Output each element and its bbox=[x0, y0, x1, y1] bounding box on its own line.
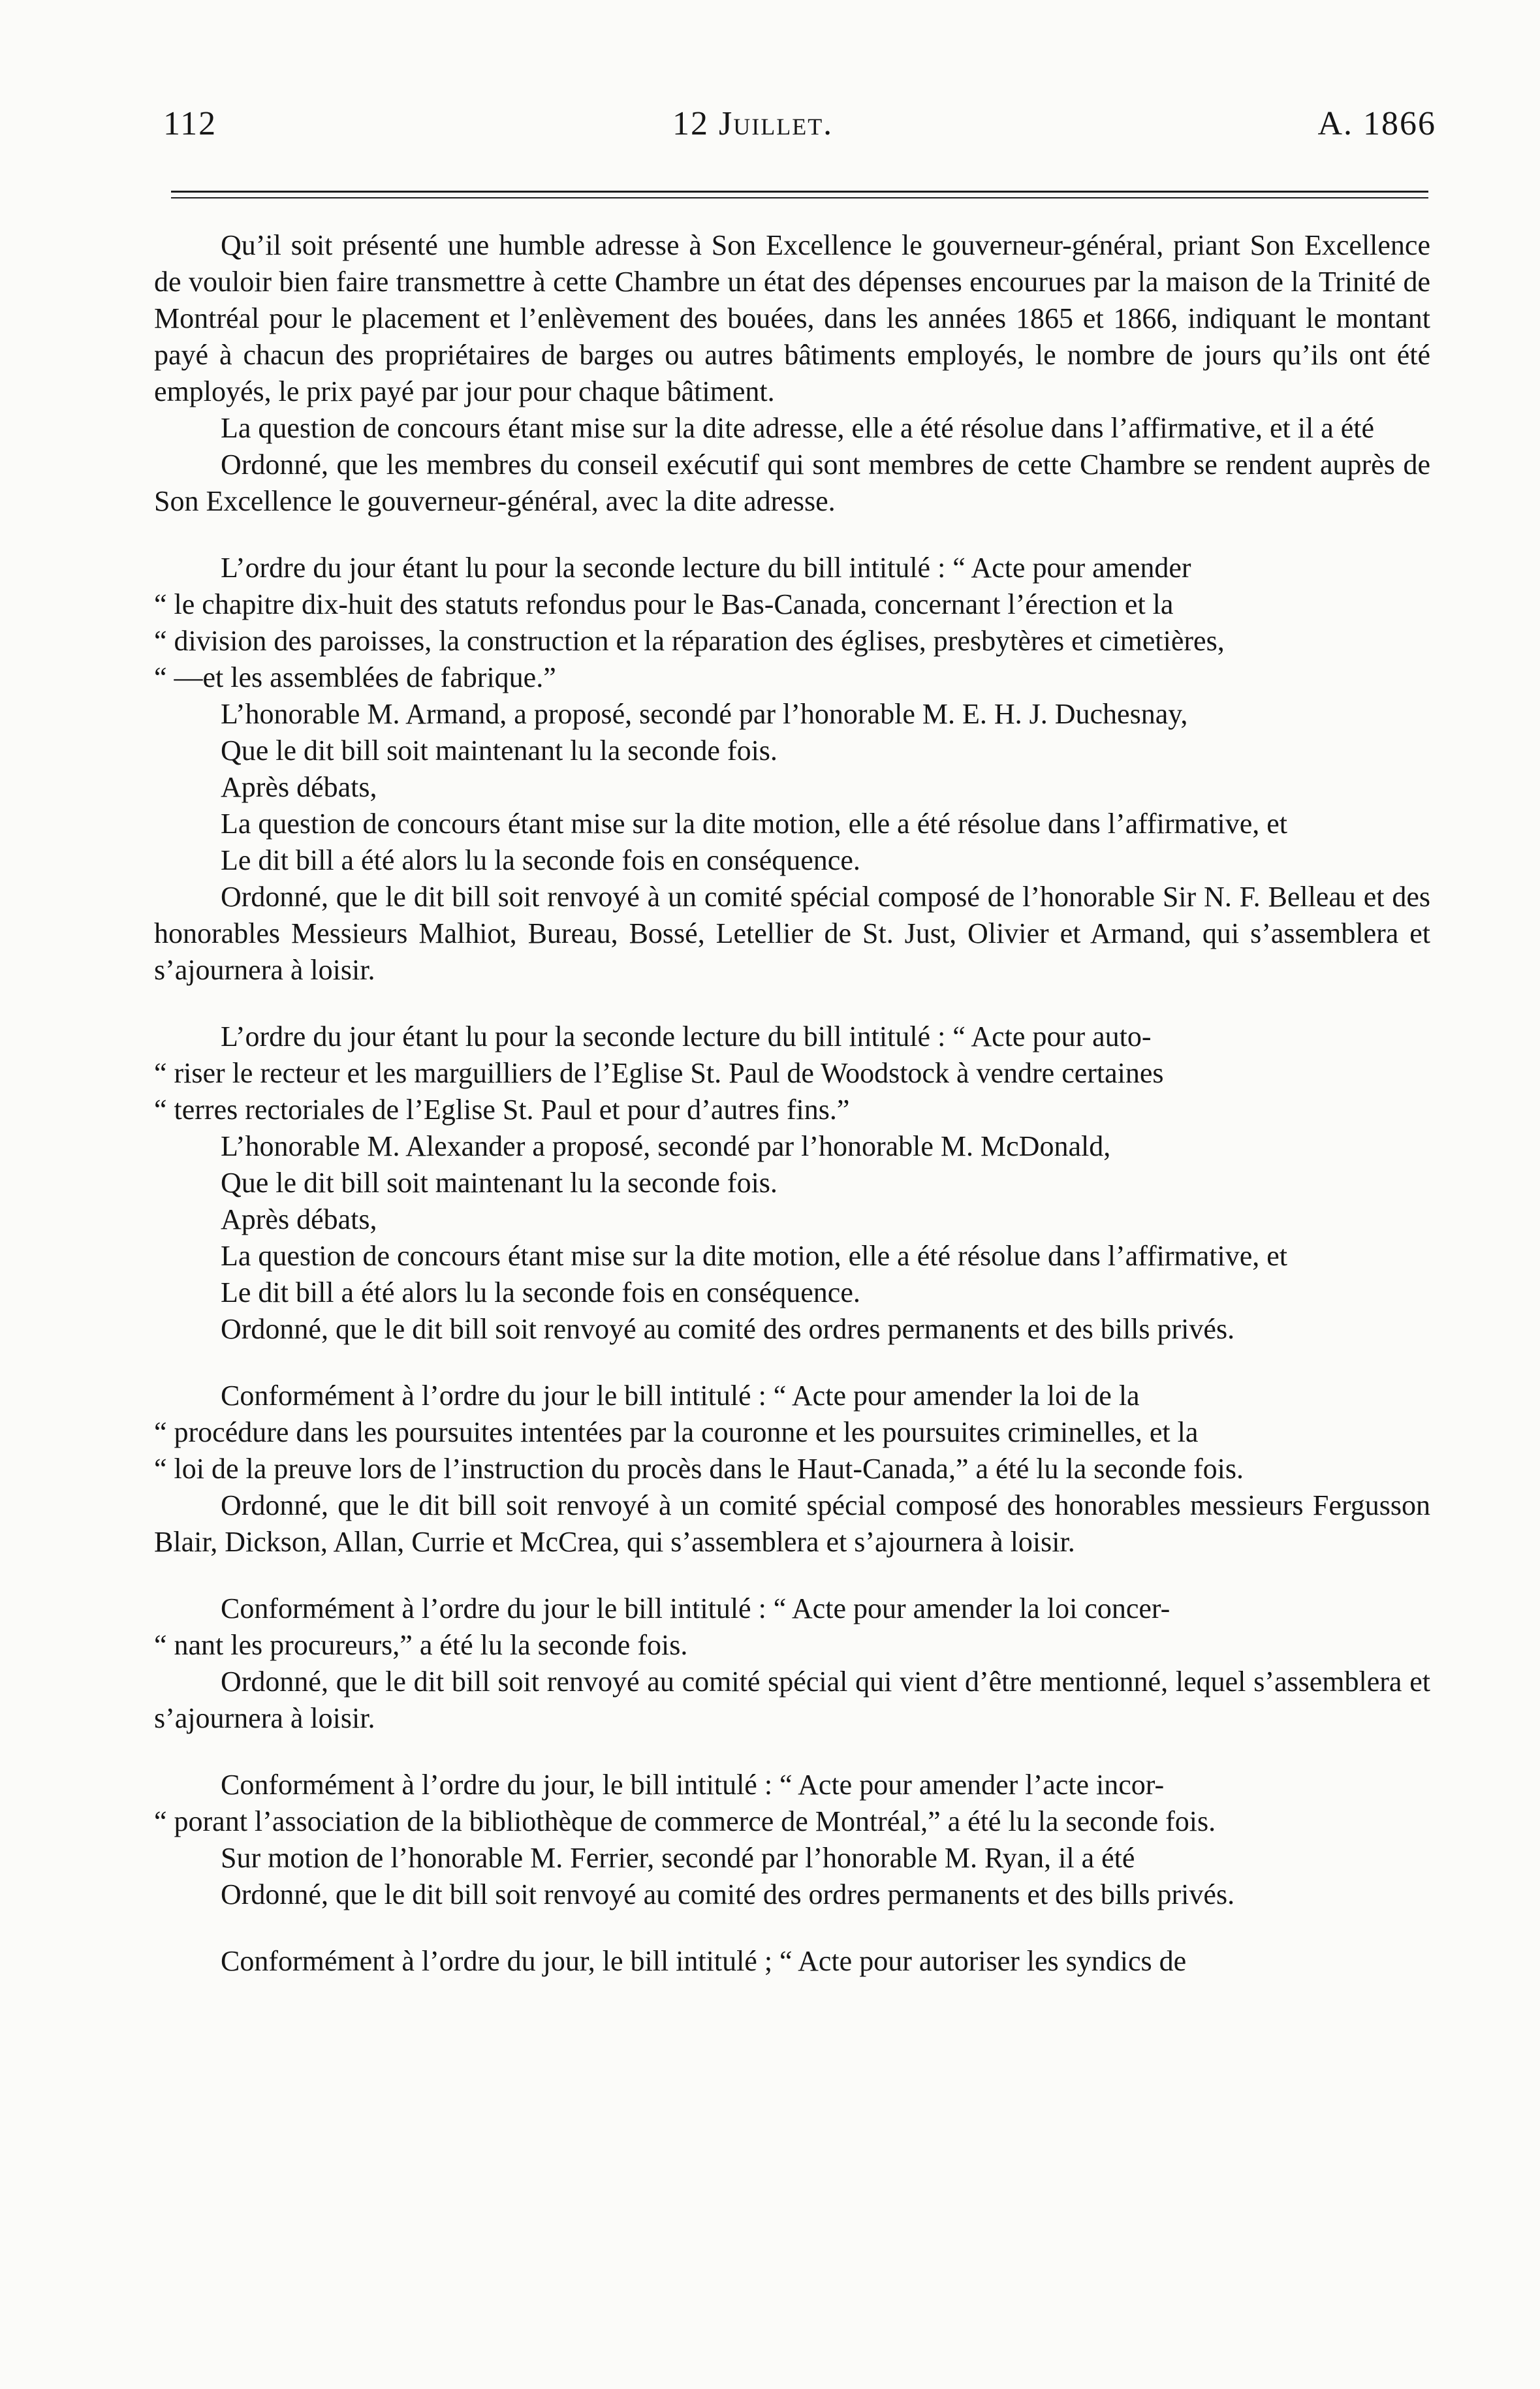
paragraph-p4d: “ —et les assemblées de fabrique.” bbox=[154, 661, 556, 693]
paragraph-p7: Après débats, bbox=[221, 771, 377, 803]
paragraph-p8: La question de concours étant mise sur la dite motion, elle a été résolue dans l’affirmative, et bbox=[221, 808, 1287, 840]
paragraph-p10: Ordonné, que le dit bill soit renvoyé à un comité spécial composé de l’honorable Sir N. F. Belleau et des honorables Messieurs Malhiot, Bureau, Bossé, Letellier de St. Just, Olivier et Armand, qui s’assemblera et s’ajournera à loisir. bbox=[154, 881, 1430, 986]
paragraph-p21: Ordonné, que le dit bill soit renvoyé au comité spécial qui vient d’être mentionné, lequel s’assemblera et s’ajournera à loisir. bbox=[154, 1666, 1430, 1734]
paragraph-p20b: “ nant les procureurs,” a été lu la seconde fois. bbox=[154, 1629, 688, 1661]
running-title-year: A. 1866 bbox=[1317, 105, 1436, 142]
paragraph-p20: Conformément à l’ordre du jour le bill intitulé : “ Acte pour amender la loi concer- bbox=[221, 1592, 1171, 1624]
paragraph-p6: Que le dit bill soit maintenant lu la seconde fois. bbox=[221, 735, 778, 767]
paragraph-p11: L’ordre du jour étant lu pour la seconde lecture du bill intitulé : “ Acte pour auto- bbox=[221, 1020, 1152, 1052]
paragraph-p15: La question de concours étant mise sur la dite motion, elle a été résolue dans l’affirmative, et bbox=[221, 1240, 1287, 1272]
paragraph-p4b: “ le chapitre dix-huit des statuts refondus pour le Bas-Canada, concernant l’érection et la bbox=[154, 588, 1174, 620]
paragraph-p11b: “ riser le recteur et les marguilliers de l’Eglise St. Paul de Woodstock à vendre certaines bbox=[154, 1057, 1164, 1089]
running-title-date: 12 Juillet. bbox=[672, 105, 834, 142]
paragraph-p4: L’ordre du jour étant lu pour la seconde lecture du bill intitulé : “ Acte pour amender bbox=[221, 552, 1191, 584]
paragraph-p5: L’honorable M. Armand, a proposé, secondé par l’honorable M. E. H. J. Duchesnay, bbox=[221, 698, 1188, 730]
paragraph-p22b: “ porant l’association de la bibliothèque de commerce de Montréal,” a été lu la seconde fois. bbox=[154, 1805, 1216, 1837]
paragraph-p18: Conformément à l’ordre du jour le bill intitulé : “ Acte pour amender la loi de la bbox=[221, 1380, 1140, 1412]
header-rule-thin bbox=[171, 197, 1428, 198]
paragraph-p24: Ordonné, que le dit bill soit renvoyé au comité des ordres permanents et des bills privés. bbox=[221, 1878, 1235, 1910]
journal-text bbox=[154, 227, 1430, 1980]
page-number: 112 bbox=[163, 105, 217, 142]
paragraph-p3: Ordonné, que les membres du conseil exécutif qui sont membres de cette Chambre se rendent auprès de Son Excellence le gouverneur-général, avec la dite adresse. bbox=[154, 449, 1430, 517]
paragraph-p23: Sur motion de l’honorable M. Ferrier, secondé par l’honorable M. Ryan, il a été bbox=[221, 1842, 1135, 1874]
paragraph-p2: La question de concours étant mise sur la dite adresse, elle a été résolue dans l’affirmative, et il a été bbox=[221, 412, 1375, 444]
paragraph-p18b: “ procédure dans les poursuites intentées par la couronne et les poursuites criminelles, et la bbox=[154, 1416, 1199, 1448]
paragraph-p16: Le dit bill a été alors lu la seconde fois en conséquence. bbox=[221, 1276, 860, 1308]
paragraph-p11c: “ terres rectoriales de l’Eglise St. Paul et pour d’autres fins.” bbox=[154, 1094, 850, 1126]
paragraph-p18c: “ loi de la preuve lors de l’instruction du procès dans le Haut-Canada,” a été lu la seconde fois. bbox=[154, 1453, 1244, 1485]
paragraph-p19: Ordonné, que le dit bill soit renvoyé à un comité spécial composé des honorables messieurs Fergusson Blair, Dickson, Allan, Currie et McCrea, qui s’assemblera et s’ajournera à loisir. bbox=[154, 1489, 1430, 1558]
paragraph-p12: L’honorable M. Alexander a proposé, secondé par l’honorable M. McDonald, bbox=[221, 1130, 1111, 1162]
paragraph-p4c: “ division des paroisses, la construction et la réparation des églises, presbytères et cimetières, bbox=[154, 625, 1225, 657]
paragraph-p22: Conformément à l’ordre du jour, le bill intitulé : “ Acte pour amender l’acte incor- bbox=[221, 1769, 1165, 1801]
header-rule-thick bbox=[171, 191, 1428, 193]
paragraph-p9: Le dit bill a été alors lu la seconde fois en conséquence. bbox=[221, 844, 860, 876]
paragraph-p14: Après débats, bbox=[221, 1203, 377, 1235]
paragraph-p17: Ordonné, que le dit bill soit renvoyé au comité des ordres permanents et des bills privés. bbox=[221, 1313, 1235, 1345]
page-header bbox=[144, 104, 1443, 163]
paragraph-p1: Qu’il soit présenté une humble adresse à Son Excellence le gouverneur-général, priant Son Excellence de vouloir bien faire transmettre à cette Chambre un état des dépenses encourues par la maison de la Trinité de Montréal pour le placement et l’enlèvement des bouées, dans les années 1865 et 1866, indiquant le montant payé à chacun des propriétaires de barges ou autres bâtiments employés, le nombre de jours qu’ils ont été employés, le prix payé par jour pour chaque bâtiment. bbox=[154, 229, 1430, 407]
paragraph-p13: Que le dit bill soit maintenant lu la seconde fois. bbox=[221, 1167, 778, 1199]
paragraph-p25: Conformément à l’ordre du jour, le bill intitulé ; “ Acte pour autoriser les syndics de bbox=[221, 1945, 1187, 1977]
